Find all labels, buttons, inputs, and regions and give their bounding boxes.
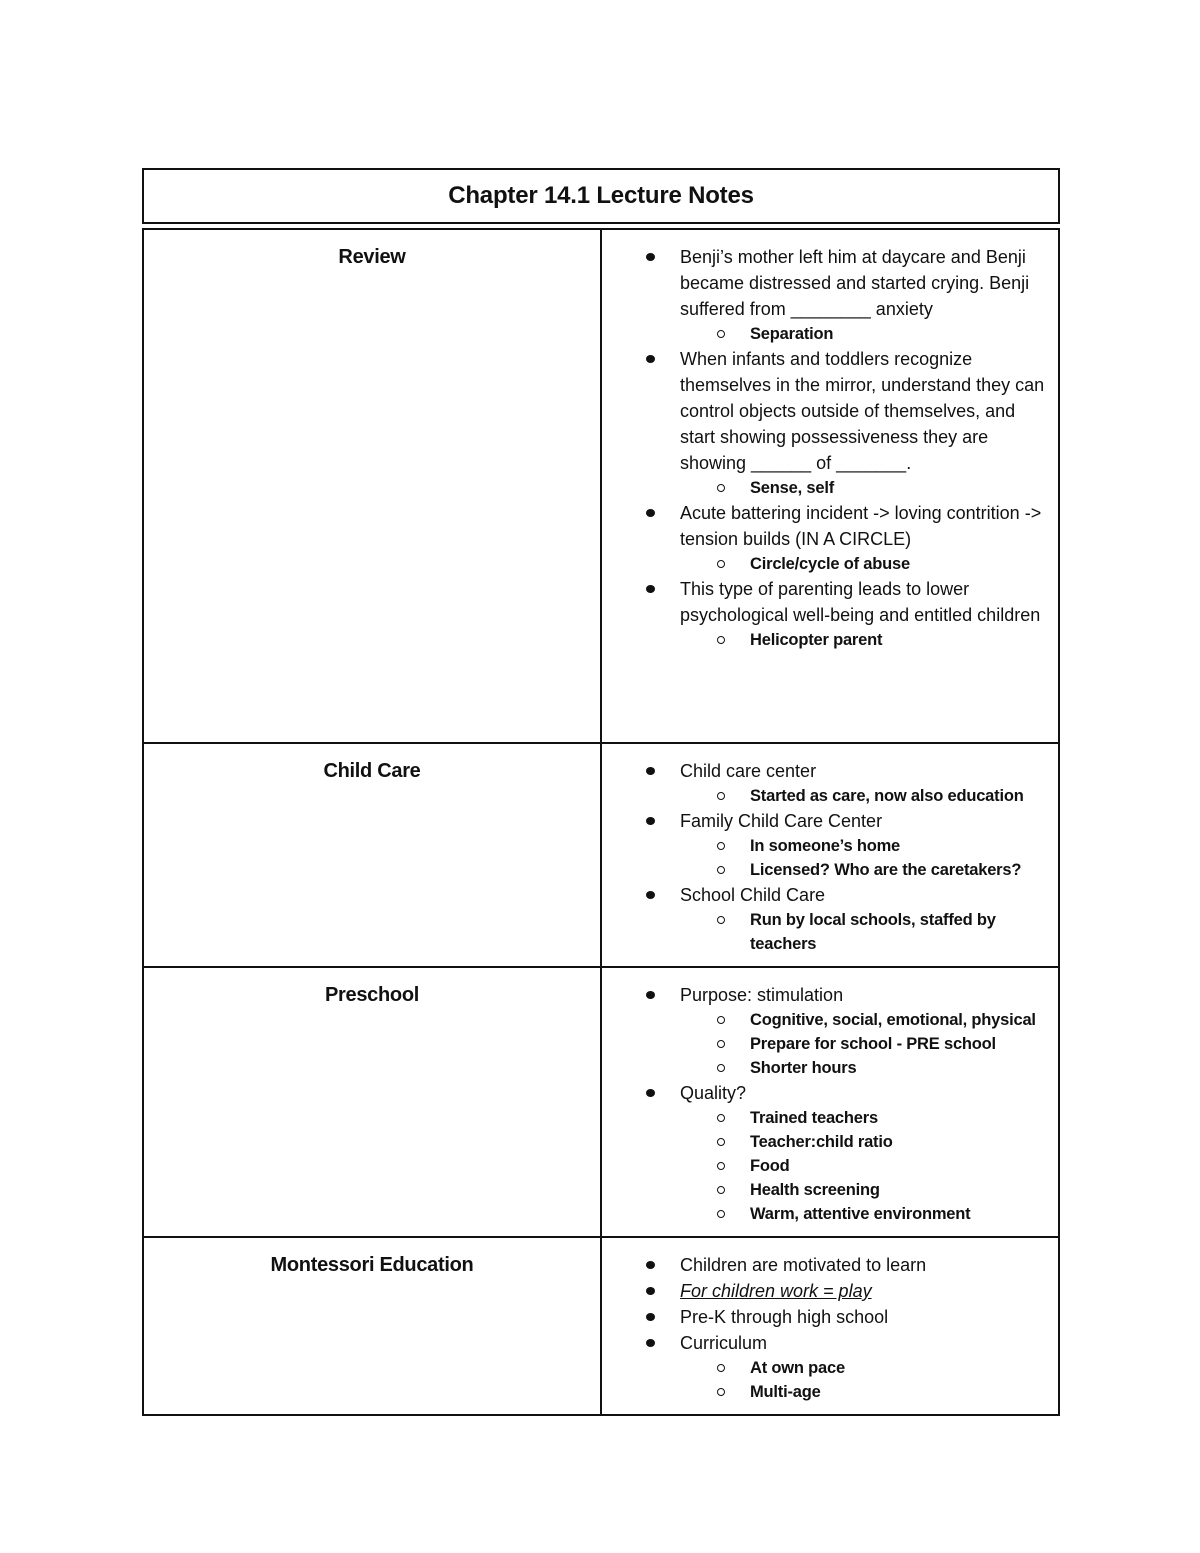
notes-cell [601, 743, 1059, 967]
list-item [602, 1330, 1048, 1404]
sub-list [680, 834, 1048, 882]
item-text: Benji’s mother left him at daycare and Benji became distressed and started crying. Benji suffered from ________ anxiety [680, 247, 1030, 319]
circle-bullet-icon [717, 636, 725, 644]
circle-bullet-icon [717, 1210, 725, 1218]
list-item [602, 882, 1048, 956]
sub-list [680, 476, 1048, 500]
bullet-icon [646, 585, 655, 593]
circle-bullet-icon [717, 1016, 725, 1024]
notes-cell [601, 967, 1059, 1237]
sub-list [680, 1106, 1048, 1226]
topic-cell [143, 229, 601, 743]
table-row-montessori [143, 1237, 1059, 1415]
circle-bullet-icon [717, 1138, 725, 1146]
item-text: When infants and toddlers recognize themselves in the mirror, understand they can control objects outside of themselves, and start showing possessiveness they are showing ______ of _______. [680, 349, 1045, 473]
answer-text: Warm, attentive environment [750, 1205, 971, 1223]
circle-bullet-icon [717, 1114, 725, 1122]
topic-cell [143, 1237, 601, 1415]
title-box [142, 168, 1060, 224]
circle-bullet-icon [717, 1388, 725, 1396]
bullet-icon [646, 355, 655, 363]
sub-list-item [680, 476, 1048, 500]
sub-list-item [680, 1202, 1048, 1226]
answer-text: Sense, self [750, 479, 835, 497]
bullet-list [602, 758, 1048, 956]
sub-list-item [680, 1380, 1048, 1404]
sub-list-item [680, 1154, 1048, 1178]
item-text: This type of parenting leads to lower psychological well-being and entitled children [680, 579, 1041, 625]
bullet-icon [646, 1313, 655, 1321]
circle-bullet-icon [717, 560, 725, 568]
circle-bullet-icon [717, 842, 725, 850]
bullet-icon [646, 1261, 655, 1269]
circle-bullet-icon [717, 1040, 725, 1048]
list-item [602, 1080, 1048, 1226]
answer-text: Multi-age [750, 1383, 821, 1401]
sub-list-item [680, 552, 1048, 576]
list-item [602, 1304, 1048, 1330]
sub-list-item [680, 322, 1048, 346]
topic-label: Preschool [325, 984, 419, 1006]
sub-list-item [680, 1356, 1048, 1380]
list-item [602, 982, 1048, 1080]
list-item [602, 1252, 1048, 1278]
bullet-list [602, 1252, 1048, 1404]
table-row-review [143, 229, 1059, 743]
bullet-icon [646, 991, 655, 999]
circle-bullet-icon [717, 1162, 725, 1170]
circle-bullet-icon [717, 792, 725, 800]
answer-text: Circle/cycle of abuse [750, 555, 910, 573]
circle-bullet-icon [717, 1064, 725, 1072]
sub-list-item [680, 908, 1048, 956]
bullet-icon [646, 1287, 655, 1295]
bullet-icon [646, 817, 655, 825]
bullet-icon [646, 891, 655, 899]
table-row-preschool [143, 967, 1059, 1237]
circle-bullet-icon [717, 1364, 725, 1372]
answer-text: In someone’s home [750, 837, 901, 855]
list-item [602, 758, 1048, 808]
item-text: Quality? [680, 1083, 747, 1103]
circle-bullet-icon [717, 866, 725, 874]
bullet-icon [646, 253, 655, 261]
notes-cell [601, 229, 1059, 743]
topic-label: Child Care [323, 760, 421, 782]
answer-text: At own pace [750, 1359, 845, 1377]
topic-label: Review [338, 246, 406, 268]
item-text: Purpose: stimulation [680, 985, 844, 1005]
sub-list-item [680, 628, 1048, 652]
sub-list [680, 628, 1048, 652]
sub-list-item [680, 1130, 1048, 1154]
item-text: Children are motivated to learn [680, 1255, 927, 1275]
sub-list [680, 552, 1048, 576]
answer-text: Prepare for school - PRE school [750, 1035, 996, 1053]
circle-bullet-icon [717, 916, 725, 924]
answer-text: Teacher:child ratio [750, 1133, 893, 1151]
answer-text: Food [750, 1157, 790, 1175]
sub-list-item [680, 1032, 1048, 1056]
sub-list-item [680, 1106, 1048, 1130]
answer-text: Licensed? Who are the caretakers? [750, 861, 1022, 879]
answer-text: Shorter hours [750, 1059, 857, 1077]
answer-text: Run by local schools, staffed by teachers [750, 911, 996, 953]
table-row-child-care [143, 743, 1059, 967]
item-text: Acute battering incident -> loving contrition -> tension builds (IN A CIRCLE) [680, 503, 1042, 549]
answer-text: Started as care, now also education [750, 787, 1024, 805]
sub-list-item [680, 1178, 1048, 1202]
bullet-icon [646, 1089, 655, 1097]
circle-bullet-icon [717, 1186, 725, 1194]
list-item [602, 244, 1048, 346]
list-item [602, 346, 1048, 500]
list-item [602, 576, 1048, 652]
item-text: Child care center [680, 761, 817, 781]
answer-text: Health screening [750, 1181, 880, 1199]
bullet-icon [646, 767, 655, 775]
item-text: Curriculum [680, 1333, 768, 1353]
item-text: Family Child Care Center [680, 811, 883, 831]
answer-text: Separation [750, 325, 834, 343]
bullet-list [602, 982, 1048, 1226]
answer-text: Trained teachers [750, 1109, 878, 1127]
list-item [602, 808, 1048, 882]
sub-list [680, 1008, 1048, 1080]
bullet-icon [646, 509, 655, 517]
sub-list [680, 322, 1048, 346]
item-text: School Child Care [680, 885, 826, 905]
sub-list-item [680, 1056, 1048, 1080]
sub-list-item [680, 784, 1048, 808]
topic-label: Montessori Education [270, 1254, 474, 1276]
list-item [602, 500, 1048, 576]
answer-text: Cognitive, social, emotional, physical [750, 1011, 1036, 1029]
notes-cell [601, 1237, 1059, 1415]
page-title: Chapter 14.1 Lecture Notes [448, 182, 754, 209]
notes-table [142, 228, 1060, 1416]
sub-list [680, 784, 1048, 808]
item-text-emphasis: For children work = play [680, 1281, 872, 1301]
answer-text: Helicopter parent [750, 631, 883, 649]
topic-cell [143, 743, 601, 967]
bullet-icon [646, 1339, 655, 1347]
sub-list [680, 1356, 1048, 1404]
bullet-list [602, 244, 1048, 652]
sub-list [680, 908, 1048, 956]
item-text: Pre-K through high school [680, 1307, 889, 1327]
sub-list-item [680, 858, 1048, 882]
circle-bullet-icon [717, 484, 725, 492]
sub-list-item [680, 834, 1048, 858]
list-item [602, 1278, 1048, 1304]
topic-cell [143, 967, 601, 1237]
sub-list-item [680, 1008, 1048, 1032]
circle-bullet-icon [717, 330, 725, 338]
